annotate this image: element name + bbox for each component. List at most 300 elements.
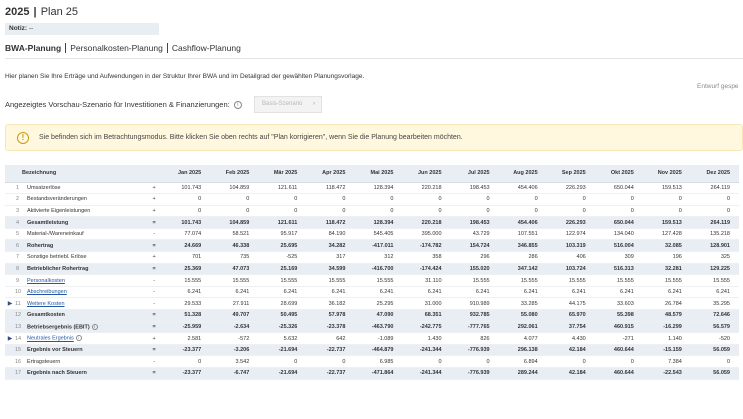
month-value-cell: 0	[342, 196, 346, 203]
column-header-month: Sep 2025	[547, 165, 595, 182]
row-label: Ergebnis nach Steuern	[27, 370, 87, 377]
month-value-cell: 155.020	[451, 263, 499, 275]
row-operator: -	[153, 277, 156, 284]
month-value-cell: 6.241	[283, 289, 298, 296]
month-value-cell: 296.138	[499, 344, 547, 356]
notiz-value: --	[28, 25, 34, 32]
table-row	[5, 240, 739, 252]
month-value-cell: -271	[622, 335, 634, 342]
row-label-link[interactable]: Weitere Kosten	[27, 300, 65, 307]
month-value-cell: 57.978	[306, 310, 354, 322]
month-value-cell: 15.555	[232, 277, 250, 284]
row-label: Sonstige betriebl. Erlöse	[27, 254, 87, 261]
row-label: Gesamtkosten	[27, 312, 65, 319]
month-value-cell: 50.495	[258, 310, 306, 322]
month-value-cell: -174.782	[402, 240, 450, 252]
table-row	[5, 205, 739, 217]
column-header-month: Feb 2025	[210, 165, 258, 182]
row-number: 5	[15, 231, 19, 238]
month-value-cell: 104.859	[210, 217, 258, 229]
month-value-cell: 107.551	[517, 231, 538, 238]
row-expander-empty	[5, 356, 15, 368]
month-value-cell: 0	[390, 207, 394, 214]
row-number: 6	[15, 240, 23, 252]
month-value-cell: 42.184	[547, 344, 595, 356]
table-row	[5, 217, 739, 229]
month-value-cell: -463.790	[354, 321, 402, 333]
month-value-cell: 6.241	[331, 289, 346, 296]
row-label-cell	[23, 333, 146, 345]
month-value-cell: 101.743	[162, 217, 210, 229]
month-value-cell: 346.855	[499, 240, 547, 252]
row-label: Umsatzerlöse	[27, 184, 61, 191]
row-number: 8	[15, 263, 23, 275]
row-label-cell	[23, 344, 146, 356]
month-value-cell: 55.398	[595, 310, 643, 322]
month-value-cell: 6.241	[379, 289, 394, 296]
month-value-cell: 29.533	[184, 300, 202, 307]
table-row	[5, 321, 739, 333]
row-operator: =	[146, 321, 162, 333]
month-value-cell: 5.632	[283, 335, 298, 342]
planning-tabs	[5, 43, 245, 53]
row-expander-empty	[5, 182, 15, 194]
month-value-cell: 84.190	[328, 231, 346, 238]
month-value-cell: 95.917	[280, 231, 298, 238]
info-icon[interactable]: i	[234, 101, 242, 109]
month-value-cell: 309	[624, 254, 634, 261]
info-icon[interactable]: i	[92, 324, 98, 330]
month-value-cell: 104.859	[229, 184, 250, 191]
column-header-op	[146, 165, 162, 182]
month-value-cell: 32.281	[643, 263, 691, 275]
month-value-cell: 826	[480, 335, 490, 342]
month-value-cell: 650.044	[595, 217, 643, 229]
row-label: Aktivierte Eigenleistungen	[27, 207, 91, 214]
month-value-cell: 122.974	[565, 231, 586, 238]
column-header-month: Okt 2025	[595, 165, 643, 182]
month-value-cell: 128.394	[354, 217, 402, 229]
month-value-cell: 15.555	[184, 277, 202, 284]
table-row	[5, 333, 739, 345]
row-expander-empty	[5, 205, 15, 217]
month-value-cell: 0	[582, 196, 586, 203]
month-value-cell: 642	[336, 335, 346, 342]
column-header-month: Jan 2025	[162, 165, 210, 182]
month-value-cell: 0	[294, 196, 298, 203]
month-value-cell: -3.206	[210, 344, 258, 356]
month-value-cell: 128.394	[373, 184, 394, 191]
row-number: 12	[15, 310, 23, 322]
month-value-cell: 0	[246, 196, 250, 203]
row-expander-empty	[5, 194, 15, 206]
month-value-cell: -25.326	[258, 321, 306, 333]
row-number: 17	[15, 368, 23, 380]
chevron-right-icon: ›	[313, 101, 315, 107]
table-row	[5, 310, 739, 322]
month-value-cell: 910.989	[469, 300, 490, 307]
notiz-label: Notiz:	[9, 25, 28, 32]
row-expander-empty	[5, 286, 15, 298]
column-header-month: Apr 2025	[306, 165, 354, 182]
page-title	[5, 6, 78, 18]
table-row	[5, 286, 739, 298]
month-value-cell: -23.377	[162, 368, 210, 380]
scenario-label	[5, 100, 242, 109]
info-icon[interactable]: i	[76, 335, 82, 341]
row-label: Ergebnis vor Steuern	[27, 347, 83, 354]
row-label: Betriebsergebnis (EBIT)	[27, 324, 90, 331]
scenario-label-text: Angezeigtes Vorschau-Szenario für Investitionen & Finanzierungen:	[5, 100, 230, 109]
row-expander-empty	[5, 344, 15, 356]
month-value-cell: 0	[534, 207, 538, 214]
row-operator: +	[152, 254, 156, 261]
month-value-cell: 0	[486, 207, 490, 214]
month-value-cell: 31.110	[425, 277, 442, 284]
row-operator: +	[152, 196, 156, 203]
month-value-cell: -416.700	[354, 263, 402, 275]
row-number: 15	[15, 344, 23, 356]
month-value-cell: 516.004	[595, 240, 643, 252]
month-value-cell: -776.939	[451, 368, 499, 380]
month-value-cell: 47.073	[210, 263, 258, 275]
month-value-cell: -21.694	[258, 368, 306, 380]
month-value-cell: 220.218	[421, 184, 442, 191]
month-value-cell: 0	[198, 207, 202, 214]
month-value-cell: 159.513	[643, 217, 691, 229]
month-value-cell: -2.634	[210, 321, 258, 333]
row-operator: +	[152, 184, 156, 191]
row-operator: -	[153, 231, 156, 238]
row-label: Material-/Wareneinkauf	[27, 231, 84, 238]
month-value-cell: -15.159	[643, 344, 691, 356]
month-value-cell: 56.059	[691, 368, 739, 380]
month-value-cell: 134.040	[613, 231, 634, 238]
month-value-cell: 37.754	[547, 321, 595, 333]
month-value-cell: 0	[342, 207, 346, 214]
table-row	[5, 228, 739, 240]
month-value-cell: -572	[238, 335, 250, 342]
month-value-cell: -6.747	[210, 368, 258, 380]
month-value-cell: -241.344	[402, 344, 450, 356]
row-expander-empty	[5, 275, 15, 287]
month-value-cell: 545.405	[373, 231, 394, 238]
month-value-cell: 15.555	[376, 277, 394, 284]
table-row	[5, 194, 739, 206]
month-value-cell: -25.959	[162, 321, 210, 333]
month-value-cell: 0	[438, 207, 442, 214]
divider	[5, 58, 743, 59]
month-value-cell: 68.351	[402, 310, 450, 322]
month-value-cell: 226.293	[565, 184, 586, 191]
month-value-cell: 101.743	[181, 184, 202, 191]
row-number: 9	[15, 277, 19, 284]
month-value-cell: 6.241	[571, 289, 586, 296]
month-value-cell: 0	[582, 358, 586, 365]
table-row	[5, 356, 739, 368]
month-value-cell: 6.241	[716, 289, 730, 296]
month-value-cell: 264.119	[691, 217, 739, 229]
month-value-cell: 220.218	[402, 217, 450, 229]
month-value-cell: 4.430	[571, 335, 586, 342]
month-value-cell: 0	[342, 358, 346, 365]
row-number: 14	[15, 335, 22, 342]
row-label-cell	[23, 252, 146, 264]
month-value-cell: 0	[198, 196, 202, 203]
column-header-month: Jul 2025	[451, 165, 499, 182]
month-value-cell: 0	[438, 196, 442, 203]
row-expander-empty	[5, 310, 15, 322]
row-label-cell	[23, 310, 146, 322]
month-value-cell: 154.724	[451, 240, 499, 252]
month-value-cell: 312	[384, 254, 394, 261]
month-value-cell: 0	[678, 196, 682, 203]
row-label: Gesamtleistung	[27, 219, 69, 226]
expand-row-icon[interactable]: ▶	[7, 336, 13, 343]
row-label-cell	[23, 263, 146, 275]
month-value-cell: 0	[198, 358, 202, 365]
month-value-cell: 0	[246, 207, 250, 214]
month-value-cell: 42.184	[547, 368, 595, 380]
month-value-cell: -174.424	[402, 263, 450, 275]
row-number: 13	[15, 321, 23, 333]
month-value-cell: -22.737	[306, 368, 354, 380]
expand-row-icon[interactable]: ▶	[7, 301, 13, 308]
month-value-cell: 47.090	[354, 310, 402, 322]
month-value-cell: 103.724	[547, 263, 595, 275]
column-header-month: Jun 2025	[402, 165, 450, 182]
row-label: Ertragsteuern	[27, 358, 61, 365]
row-label: Rohertrag	[27, 242, 54, 249]
table-row	[5, 275, 739, 287]
alert-message: Sie befinden sich im Betrachtungsmodus. Bitte klicken Sie oben rechts auf "Plan korrigieren", wenn Sie die Planung bearbeiten möchten.	[39, 134, 463, 141]
row-label-cell	[23, 217, 146, 229]
row-operator: =	[146, 368, 162, 380]
month-value-cell: 264.119	[710, 184, 730, 191]
row-label-cell	[23, 182, 146, 194]
column-header-month: Dez 2025	[691, 165, 739, 182]
month-value-cell: -1.089	[377, 335, 394, 342]
month-value-cell: 6.985	[379, 358, 394, 365]
month-value-cell: 6.241	[668, 289, 682, 296]
row-expander-empty	[5, 321, 15, 333]
month-value-cell: 735	[240, 254, 250, 261]
title-separator: |	[33, 6, 37, 18]
month-value-cell: 25.695	[258, 240, 306, 252]
month-value-cell: 0	[294, 358, 298, 365]
month-value-cell: 289.244	[499, 368, 547, 380]
month-value-cell: 159.513	[661, 184, 682, 191]
row-operator: +	[152, 335, 156, 342]
month-value-cell: 32.085	[643, 240, 691, 252]
month-value-cell: 226.293	[547, 217, 595, 229]
notiz-field[interactable]	[5, 23, 159, 35]
scenario-select-button[interactable]	[254, 96, 322, 113]
table-row	[5, 298, 739, 310]
month-value-cell: 0	[726, 358, 730, 365]
row-number: 1	[15, 184, 19, 191]
month-value-cell: -21.694	[258, 344, 306, 356]
row-label-cell	[23, 228, 146, 240]
table-row	[5, 252, 739, 264]
month-value-cell: 296	[480, 254, 490, 261]
month-value-cell: 0	[390, 196, 394, 203]
month-value-cell: 6.241	[620, 289, 634, 296]
row-label-cell	[23, 194, 146, 206]
row-label-cell	[23, 356, 146, 368]
warning-icon: !	[17, 132, 29, 144]
column-header-month: Nov 2025	[643, 165, 691, 182]
row-label-cell	[23, 321, 146, 333]
month-value-cell: -22.543	[643, 368, 691, 380]
month-value-cell: 650.044	[613, 184, 634, 191]
month-value-cell: 48.579	[643, 310, 691, 322]
tab-cashflow-planung[interactable]: Cashflow-Planung	[167, 43, 245, 53]
table-row	[5, 263, 739, 275]
month-value-cell: 0	[582, 207, 586, 214]
month-value-cell: 0	[294, 207, 298, 214]
month-value-cell: 118.472	[325, 184, 346, 191]
month-value-cell: 15.555	[665, 277, 682, 284]
row-operator: +	[152, 207, 156, 214]
month-value-cell: 0	[486, 196, 490, 203]
row-operator: =	[146, 310, 162, 322]
row-label-cell	[23, 205, 146, 217]
month-value-cell: 460.915	[595, 321, 643, 333]
row-number: 4	[15, 217, 23, 229]
row-expander-empty	[5, 240, 15, 252]
row-number: 11	[15, 300, 21, 307]
month-value-cell: 121.611	[258, 217, 306, 229]
month-value-cell: 15.555	[713, 277, 730, 284]
month-value-cell: 196	[672, 254, 682, 261]
row-expander-empty	[5, 263, 15, 275]
month-value-cell: 358	[432, 254, 442, 261]
month-value-cell: 701	[192, 254, 202, 261]
month-value-cell: 0	[726, 207, 730, 214]
month-value-cell: 34.282	[306, 240, 354, 252]
scenario-select-label: Basis-Szenario	[262, 101, 303, 107]
month-value-cell: 36.182	[328, 300, 346, 307]
month-value-cell: 286	[528, 254, 538, 261]
month-value-cell: 51.328	[162, 310, 210, 322]
row-number: 10	[15, 289, 22, 296]
row-operator: =	[146, 263, 162, 275]
month-value-cell: 35.295	[713, 300, 730, 307]
month-value-cell: 25.169	[258, 263, 306, 275]
row-label: Bestandsveränderungen	[27, 196, 87, 203]
month-value-cell: 0	[678, 207, 682, 214]
month-value-cell: 6.241	[523, 289, 538, 296]
row-label-cell	[23, 240, 146, 252]
month-value-cell: -23.377	[162, 344, 210, 356]
month-value-cell: 135.218	[710, 231, 730, 238]
month-value-cell: 0	[630, 207, 634, 214]
intro-text: Hier planen Sie Ihre Erträge und Aufwendungen in der Struktur Ihrer BWA und im Detailgrad der gewählten Planungsvorlage.	[5, 73, 365, 80]
row-operator: -	[153, 289, 156, 296]
month-value-cell: 15.555	[616, 277, 634, 284]
month-value-cell: 26.784	[665, 300, 682, 307]
month-value-cell: 6.241	[475, 289, 490, 296]
month-value-cell: 72.646	[691, 310, 739, 322]
row-number: 7	[15, 254, 19, 261]
row-operator: -	[153, 358, 156, 365]
column-header-month: Mai 2025	[354, 165, 402, 182]
month-value-cell: 58.521	[232, 231, 250, 238]
month-value-cell: 932.785	[451, 310, 499, 322]
month-value-cell: -520	[718, 335, 730, 342]
month-value-cell: 317	[336, 254, 346, 261]
row-label-link[interactable]: Abschreibungen	[27, 289, 67, 296]
month-value-cell: 1.430	[427, 335, 442, 342]
month-value-cell: 6.894	[523, 358, 538, 365]
month-value-cell: 24.669	[162, 240, 210, 252]
row-operator: -	[153, 300, 156, 307]
month-value-cell: 0	[726, 196, 730, 203]
month-value-cell: 6.241	[235, 289, 250, 296]
month-value-cell: -776.939	[451, 344, 499, 356]
month-value-cell: 454.406	[517, 184, 538, 191]
month-value-cell: 56.579	[691, 321, 739, 333]
plan-year: 2025	[5, 6, 30, 18]
row-number: 16	[15, 358, 22, 365]
month-value-cell: 49.707	[210, 310, 258, 322]
month-value-cell: 28.699	[280, 300, 298, 307]
month-value-cell: 0	[630, 196, 634, 203]
month-value-cell: 77.074	[184, 231, 202, 238]
month-value-cell: 118.472	[306, 217, 354, 229]
draft-status: Entwurf gespe	[697, 83, 739, 90]
month-value-cell: 347.142	[499, 263, 547, 275]
plan-name: Plan 25	[40, 6, 78, 18]
month-value-cell: 43.729	[472, 231, 490, 238]
tab-personalkosten-planung[interactable]: Personalkosten-Planung	[65, 43, 167, 53]
row-label-link[interactable]: Neutrales Ergebnis	[27, 335, 74, 342]
month-value-cell: 15.555	[280, 277, 298, 284]
table-row	[5, 182, 739, 194]
row-label-cell	[23, 275, 146, 287]
tab-bwa-planung[interactable]: BWA-Planung	[5, 43, 62, 53]
month-value-cell: 0	[534, 196, 538, 203]
row-label-link[interactable]: Personalkosten	[27, 277, 65, 284]
month-value-cell: 395.000	[421, 231, 442, 238]
month-value-cell: 34.599	[306, 263, 354, 275]
month-value-cell: 325	[720, 254, 730, 261]
month-value-cell: 15.555	[520, 277, 538, 284]
month-value-cell: 27.911	[232, 300, 250, 307]
month-value-cell: -23.378	[306, 321, 354, 333]
row-expander-empty	[5, 228, 15, 240]
month-value-cell: 127.428	[661, 231, 682, 238]
row-expander-empty	[5, 217, 15, 229]
month-value-cell: 3.542	[235, 358, 250, 365]
month-value-cell: -242.775	[402, 321, 450, 333]
month-value-cell: 15.555	[328, 277, 346, 284]
month-value-cell: 406	[576, 254, 586, 261]
month-value-cell: 292.061	[499, 321, 547, 333]
month-value-cell: -16.299	[643, 321, 691, 333]
row-number: 3	[15, 207, 19, 214]
month-value-cell: -417.011	[354, 240, 402, 252]
month-value-cell: 15.555	[472, 277, 490, 284]
row-label-cell	[23, 286, 146, 298]
month-value-cell: 25.369	[162, 263, 210, 275]
month-value-cell: 198.453	[469, 184, 490, 191]
column-header-bezeichnung: Bezeichnung	[5, 165, 146, 182]
month-value-cell: 1.140	[668, 335, 682, 342]
month-value-cell: -525	[286, 254, 298, 261]
table-row	[5, 344, 739, 356]
